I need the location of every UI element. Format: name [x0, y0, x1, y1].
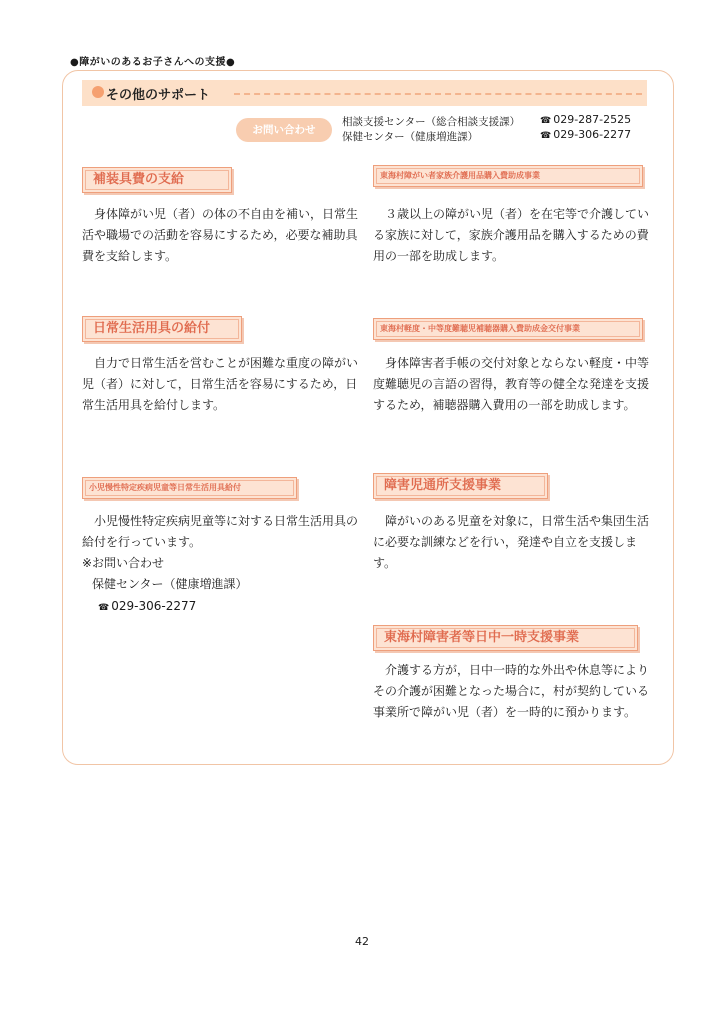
- contact-row-1: [342, 114, 520, 129]
- item-text-day-service: [373, 511, 658, 574]
- item-title-text: 補装具費の支給: [93, 172, 185, 187]
- item-body: 自力で日常生活を営むことが困難な重度の障がい児（者）に対して，日常生活を容易にするため，日常生活用具を給付します。: [82, 356, 359, 412]
- bullet-dot-icon: [92, 86, 104, 98]
- item-text-daytime-support: [373, 660, 658, 723]
- contact-phone-number: 029-287-2525: [553, 113, 632, 126]
- item-title-daily-living: [82, 316, 242, 342]
- item-title-text: 障害児通所支援事業: [384, 478, 502, 493]
- phone-icon: ☎: [98, 603, 110, 613]
- contact-row-2: [342, 129, 478, 144]
- item-body: 小児慢性特定疾病児童等に対する日常生活用具の給付を行っています。: [82, 514, 359, 549]
- item-title-text: 東海村障害者等日中一時支援事業: [384, 630, 580, 645]
- contact-name: 保健センター（健康増進課）: [342, 131, 479, 143]
- item-title-assistive-device: [82, 167, 232, 193]
- phone-icon: ☎: [540, 116, 552, 126]
- inquiry-badge: お問い合わせ: [236, 118, 332, 142]
- item-title-hearing-aid: [373, 318, 643, 340]
- item-body: 身体障がい児（者）の体の不自由を補い，日常生活や職場での活動を容易にするため，必要な補助具費を支給します。: [82, 207, 359, 263]
- item-title-daytime-support: [373, 625, 638, 651]
- phone-icon: ☎: [540, 131, 552, 141]
- inquiry-phone-number: 029-306-2277: [111, 599, 197, 613]
- item-title-chronic-disease: [82, 477, 297, 499]
- page-number: 42: [355, 935, 369, 948]
- item-body: 介護する方が，日中一時的な外出や休息等によりその介護が困難となった場合に，村が契約している事業所で障がい児（者）を一時的に預かります。: [373, 663, 650, 719]
- contact-phone-2: [540, 128, 631, 141]
- item-body: ３歳以上の障がい児（者）を在宅等で介護している家族に対して，家族介護用品を購入するための費用の一部を助成します。: [373, 207, 650, 263]
- inquiry-note-heading: ※お問い合わせ: [82, 556, 165, 570]
- inquiry-note-phone: [98, 596, 196, 619]
- contact-name: 相談支援センター（総合相談支援課）: [342, 116, 521, 128]
- title-divider: [234, 93, 642, 95]
- item-body: 障がいのある児童を対象に，日常生活や集団生活に必要な訓練などを行い，発達や自立を支援します。: [373, 514, 650, 570]
- section-title: その他のサポート: [106, 88, 211, 103]
- item-title-text: 日常生活用具の給付: [93, 321, 211, 336]
- item-text-hearing-aid: [373, 353, 658, 416]
- item-body: 身体障害者手帳の交付対象とならない軽度・中等度難聴児の言語の習得，教育等の健全な発達を支援するため，補聴器購入費用の一部を助成します。: [373, 356, 650, 412]
- item-title-day-service: [373, 473, 548, 499]
- item-title-text: 小児慢性特定疾病児童等日常生活用具給付: [89, 483, 241, 492]
- contact-phone-1: [540, 113, 631, 126]
- item-title-family-care: [373, 165, 643, 187]
- item-text-family-care: [373, 204, 658, 267]
- contact-phone-number: 029-306-2277: [553, 128, 632, 141]
- inquiry-note-office: 保健センター（健康増進課）: [92, 577, 248, 591]
- item-text-daily-living: [82, 353, 367, 416]
- item-text-chronic-disease: [82, 511, 367, 553]
- item-text-assistive-device: [82, 204, 367, 267]
- header-label: ●障がいのあるお子さんへの支援●: [70, 57, 236, 68]
- item-title-text: 東海村軽度・中等度難聴児補聴器購入費助成金交付事業: [380, 324, 580, 333]
- item-title-text: 東海村障がい者家族介護用品購入費助成事業: [380, 171, 540, 180]
